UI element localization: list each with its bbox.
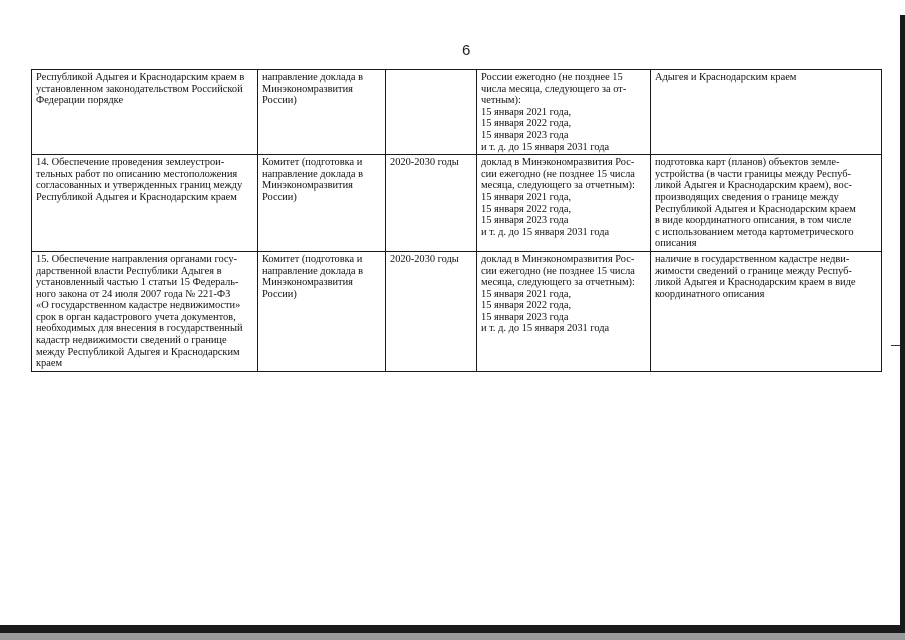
executor-cell: Комитет (подготовка и направление доклада в Минэкономразвития России): [258, 155, 386, 252]
period-cell: [386, 70, 477, 155]
scan-edge-bottom: [0, 625, 905, 633]
executor-cell: Комитет (подготовка и направление доклада в Минэкономразвития России): [258, 251, 386, 371]
period-cell: 2020-2030 годы: [386, 155, 477, 252]
reporting-cell: доклад в Минэкономразвития Рос- сии ежегодно (не позднее 15 числа месяца, следующего за отчетным): 15 января 2021 года, 15 января 2022 года, 15 января 2023 года и т. д. до 15 января 2031 года: [477, 155, 651, 252]
executor-cell: направление доклада в Минэкономразвития России): [258, 70, 386, 155]
task-cell: Республикой Адыгея и Краснодарским краем в установленном законодательством Российской Федерации порядке: [32, 70, 258, 155]
table-row: [32, 155, 882, 252]
page-number: 6: [462, 42, 471, 59]
table-row: [32, 70, 882, 155]
scan-edge-bottom-shadow: [0, 633, 905, 640]
reporting-cell: доклад в Минэкономразвития Рос- сии ежегодно (не позднее 15 числа месяца, следующего за отчетным): 15 января 2021 года, 15 января 2022 года, 15 января 2023 года и т. д. до 15 января 2031 года: [477, 251, 651, 371]
measures-table: [31, 69, 882, 372]
table-row: [32, 251, 882, 371]
result-cell: Адыгея и Краснодарским краем: [651, 70, 882, 155]
scan-mark: [891, 345, 900, 346]
task-cell: 14. Обеспечение проведения землеустрои- тельных работ по описанию местоположения согласованных и утвержденных границ между Республикой Адыгея и Краснодарским краем: [32, 155, 258, 252]
task-cell: 15. Обеспечение направления органами госу- дарственной власти Республики Адыгея в установленный частью 1 статьи 15 Федераль- ного закона от 24 июля 2007 года № 221-ФЗ «О государственном кадастре недвижимости» срок в орган кадастрового учета документов, необходимых для внесения в государственный кадастр недвижимости сведений о границе между Республикой Адыгея и Краснодарским краем: [32, 251, 258, 371]
result-cell: подготовка карт (планов) объектов земле- устройства (в части границы между Респуб- ликой Адыгея и Краснодарским краем), вос- производящих сведения о границе между Республикой Адыгея и Краснодарским краем в виде координатного описания, в том числе с использованием метода картометрического описания: [651, 155, 882, 252]
period-cell: 2020-2030 годы: [386, 251, 477, 371]
scan-edge-right: [900, 15, 905, 625]
reporting-cell: России ежегодно (не позднее 15 числа месяца, следующего за от- четным): 15 января 2021 года, 15 января 2022 года, 15 января 2023 года и т. д. до 15 января 2031 года: [477, 70, 651, 155]
result-cell: наличие в государственном кадастре недви- жимости сведений о границе между Респуб- ликой Адыгея и Краснодарским краем в виде координатного описания: [651, 251, 882, 371]
